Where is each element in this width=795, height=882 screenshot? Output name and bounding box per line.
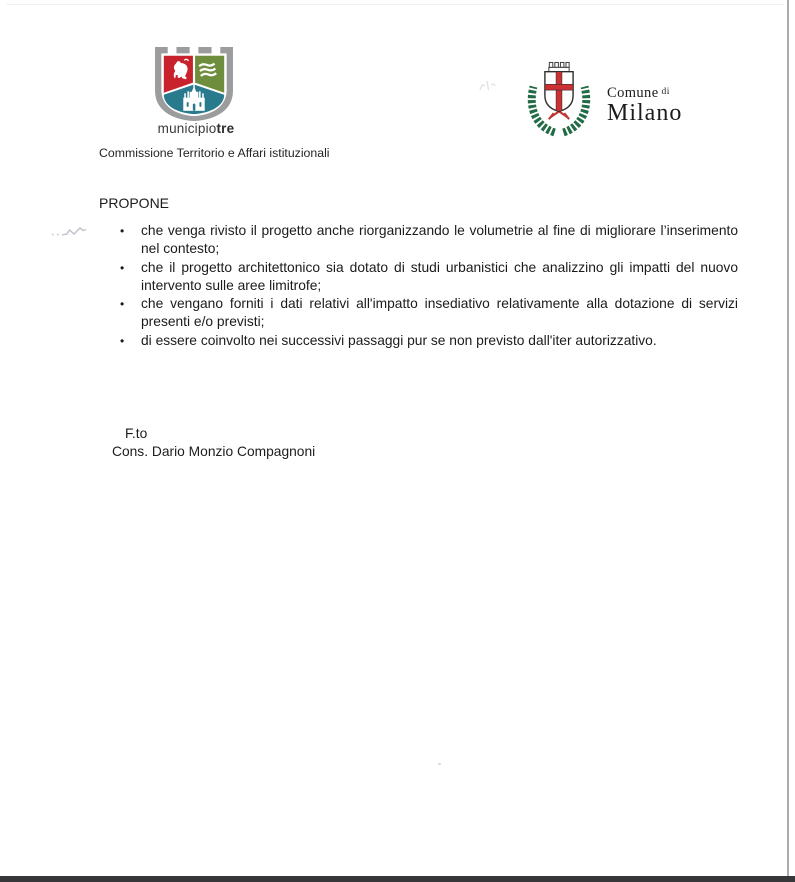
bullet-marker: •: [120, 260, 125, 275]
bullet-text: che vengano forniti i dati relativi all'impatto insediativo relativamente alla dotazione di servizi presenti e/o previsti;: [141, 296, 738, 330]
scan-right-border: [787, 0, 789, 876]
list-item: [120, 259, 738, 296]
municipio-tre-wordmark: [150, 121, 242, 136]
bullet-text: che venga rivisto il progetto anche riorganizzando le volumetrie al fine di migliorare l’inserimento nel contesto;: [141, 223, 738, 257]
bullet-text: che il progetto architettonico sia dotato di studi urbanistici che analizzino gli impatti del nuovo intervento sulle aree limitrofe;: [141, 259, 738, 293]
ribbon: [549, 111, 569, 119]
wordmark-bold: tre: [216, 121, 235, 136]
wordmark-regular: municipio: [157, 121, 217, 136]
bullet-marker: •: [120, 333, 125, 348]
scan-speck: [438, 763, 441, 765]
municipio-tre-crest-icon: [155, 47, 233, 128]
pencil-smudge: [477, 76, 501, 103]
scan-top-hairline: [6, 4, 784, 5]
milano-label: Milano: [607, 100, 683, 126]
margin-scribble: [48, 223, 96, 246]
signature-name: Cons. Dario Monzio Compagnoni: [112, 444, 316, 459]
comune-label: Comune: [607, 85, 659, 101]
scan-bottom-bar: [0, 876, 795, 882]
bullet-text: di essere coinvolto nei successivi passaggi pur se non previsto dall'iter autorizzativo.: [141, 332, 657, 348]
propone-heading: PROPONE: [99, 195, 170, 211]
signature-fto: F.to: [125, 426, 148, 441]
list-item: [120, 295, 738, 332]
waves-glyph: [199, 62, 216, 77]
bullet-marker: •: [120, 224, 125, 238]
proposal-list: [120, 222, 738, 350]
comune-di-milano-crest-icon: [522, 60, 596, 143]
commission-subtitle: Commissione Territorio e Affari istituzionali: [99, 146, 330, 160]
list-item: [120, 332, 738, 350]
bullet-marker: •: [120, 297, 125, 312]
comune-di-milano-wordmark: [607, 85, 682, 127]
di-label: di: [661, 87, 670, 97]
list-item: [120, 222, 738, 259]
